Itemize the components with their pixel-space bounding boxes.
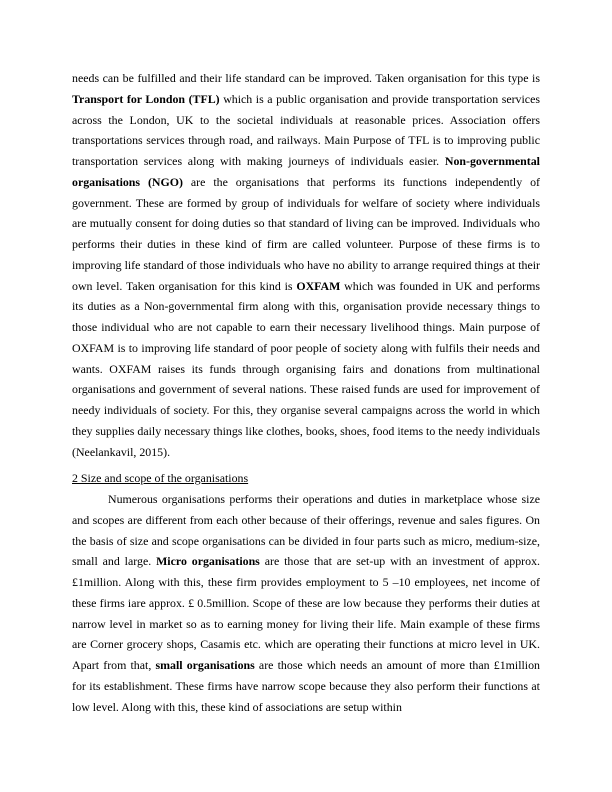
body-paragraph-size-scope — [72, 489, 540, 717]
paragraph-text: which is a public organisation and provide transportation services across the London, UK to the societal individuals at reasonable prices. Association offers transportations services through road, and railways. Main Purpose of TFL is to improving public transportation services along with making journeys of individuals easier. — [72, 91, 540, 168]
paragraph-text: are the organisations that performs its functions independently of government. These are formed by group of individuals for welfare of society where individuals are mutually consent for doing duties so that standard of living can be improved. Individuals who performs their duties in these kind of firm are called volunteer. Purpose of these firms is to improving life standard of those individuals who have no ability to arrange required things at their own level. Taken organisation for this kind is — [72, 174, 541, 293]
paragraph-text: are those which needs an amount of more than £1million for its establishment. These firms have narrow scope because they also perform their functions at low level. Along with this, these kind of associations are setup within — [72, 658, 540, 714]
bold-term-micro-organisations: Micro organisations — [156, 554, 260, 569]
bold-term-tfl: Transport for London (TFL) — [72, 91, 220, 106]
paragraph-text: Numerous organisations performs their operations and duties in marketplace whose size and scopes are different from each other because of their offerings, revenue and sales figures. On the basis of size and scope organisations can be divided in four parts such as micro, medium-size, small and large. — [72, 492, 540, 569]
bold-term-ngo: Non-governmental organisations (NGO) — [72, 154, 540, 189]
bold-term-oxfam: OXFAM — [296, 278, 341, 293]
body-paragraph-organisation-types — [72, 68, 540, 462]
paragraph-text: are those that are set-up with an investment of approx. £1million. Along with this, these firm provides employment to 5 –10 employees, net income of these firms iare approx. £ 0.5million. Scope of these are low because they performs their duties at narrow level in market so as to earning money for living their life. Main example of these firms are Corner grocery shops, Casamis etc. which are operating their functions at micro level in UK. Apart from that, — [72, 554, 541, 672]
bold-term-small-organisations: small organisations — [155, 658, 255, 672]
paragraph-text: which was founded in UK and performs its duties as a Non-governmental firm along with this, organisation provide necessary things to those individual who are not capable to earn their necessary livelihood things. Main purpose of OXFAM is to improving life standard of poor people of society along with fulfils their needs and wants. OXFAM raises its funds through organising fairs and donations from multinational organisations and government of several nations. These raised funds are used for improvement of needy individuals of society. For this, they organise several campaigns across the world in which they supplies daily necessary things like clothes, books, shoes, food items to the needy individuals (Neelankavil, 2015). — [72, 278, 541, 459]
section-heading: 2 Size and scope of the organisations — [72, 471, 249, 485]
paragraph-text: needs can be fulfilled and their life standard can be improved. Taken organisation for this type is — [72, 71, 540, 85]
